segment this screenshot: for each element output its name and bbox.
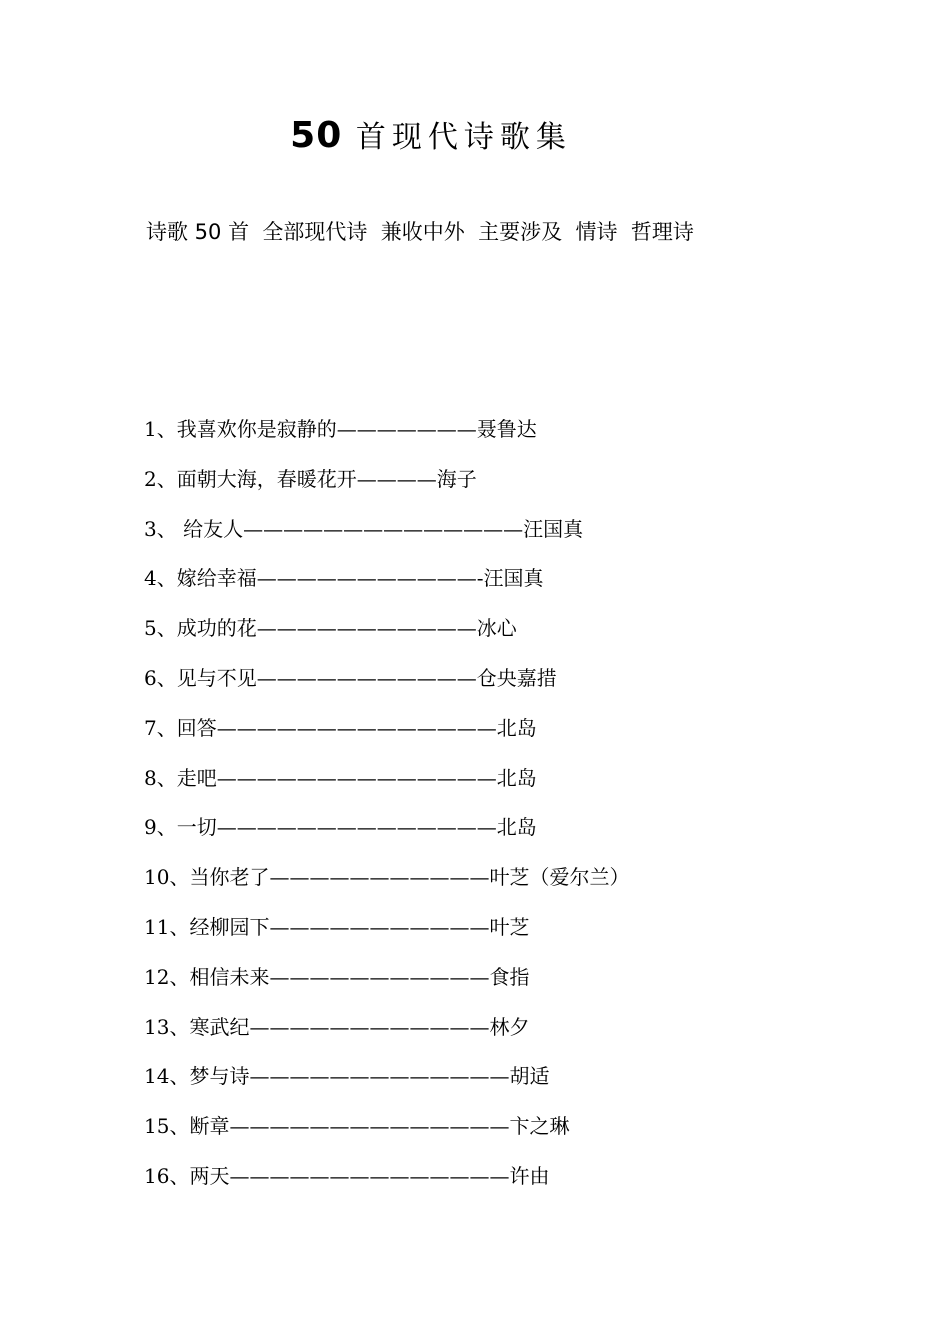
poem-item: 8、走吧——————————————北岛 <box>144 765 537 790</box>
title-text: 首现代诗歌集 <box>355 120 572 155</box>
document-subtitle: 诗歌 50 首 全部现代诗 兼收中外 主要涉及 情诗 哲理诗 <box>146 220 694 244</box>
poem-item: 4、嫁给幸福———————————-汪国真 <box>144 566 544 591</box>
document-title <box>0 112 862 162</box>
poem-item: 16、两天——————————————许由 <box>144 1163 550 1188</box>
poem-item: 3、 给友人——————————————汪国真 <box>144 516 584 541</box>
poem-item: 1、我喜欢你是寂静的———————聂鲁达 <box>144 417 537 441</box>
poem-item: 15、断章——————————————卞之琳 <box>144 1114 570 1139</box>
poem-item: 7、回答——————————————北岛 <box>144 715 537 740</box>
poem-item: 6、见与不见———————————仓央嘉措 <box>144 665 557 690</box>
poem-item: 11、经柳园下———————————叶芝 <box>144 914 530 939</box>
title-number: 50 <box>290 115 343 156</box>
poem-list <box>144 414 629 1211</box>
poem-item: 14、梦与诗—————————————胡适 <box>144 1064 550 1089</box>
poem-item: 9、一切——————————————北岛 <box>144 815 537 840</box>
poem-item: 12、相信未来———————————食指 <box>144 964 530 989</box>
poem-item: 13、寒武纪————————————林夕 <box>144 1014 530 1039</box>
poem-item: 5、成功的花———————————冰心 <box>144 616 517 641</box>
poem-item: 10、当你老了———————————叶芝（爱尔兰） <box>144 865 630 890</box>
poem-item: 2、面朝大海，春暖花开————海子 <box>144 466 477 491</box>
